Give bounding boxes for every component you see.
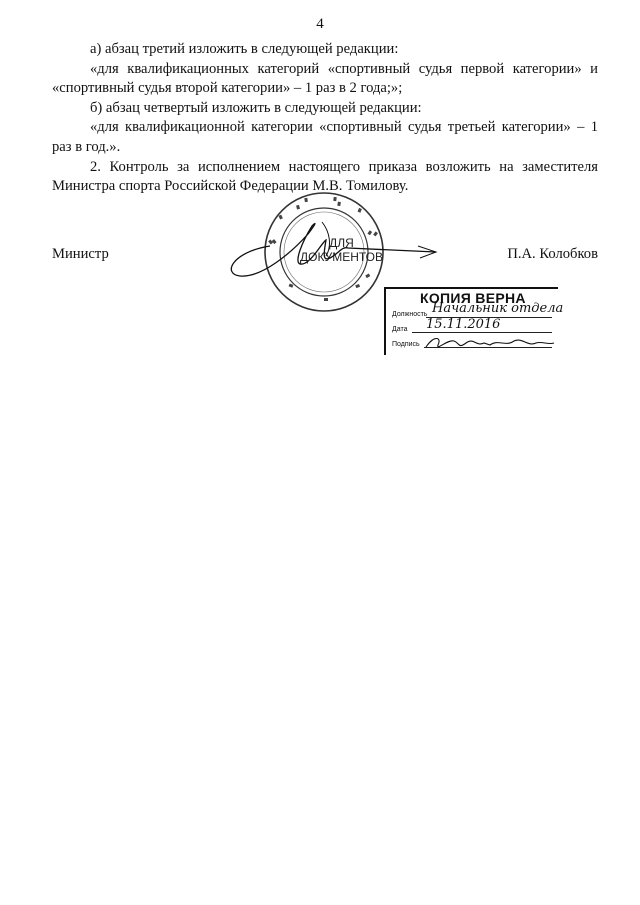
paragraph-2: «для квалификационных категорий «спортивный судья первой категории» и «спортивный судья второй категории» – 1 раз в 2 года;»; bbox=[52, 60, 598, 97]
minister-title: Министр bbox=[52, 246, 109, 262]
signature-row bbox=[52, 246, 598, 266]
seal-line-1: ДЛЯ bbox=[329, 236, 354, 250]
stamp-handwritten-signature-icon bbox=[424, 333, 558, 353]
stamp-date-label: Дата bbox=[392, 326, 408, 333]
stamp-position-handwriting: Начальник отдела bbox=[432, 301, 564, 316]
stamp-signature-row bbox=[392, 341, 420, 348]
document-body bbox=[52, 40, 598, 197]
stamp-position-label: Должность bbox=[392, 311, 428, 318]
paragraph-5: 2. Контроль за исполнением настоящего приказа возложить на заместителя Министра спорта Российской Федерации М.В. Томилову. bbox=[52, 158, 598, 195]
seal-line-2: ДОКУМЕНТОВ bbox=[300, 250, 384, 264]
copy-certified-stamp bbox=[384, 287, 564, 355]
minister-name: П.А. Колобков bbox=[507, 246, 598, 262]
paragraph-4: «для квалификационной категории «спортивный судья третьей категории» – 1 раз в год.». bbox=[52, 119, 598, 155]
stamp-title: КОПИЯ ВЕРНА bbox=[420, 290, 526, 306]
page-number: 4 bbox=[316, 16, 324, 32]
stamp-position-row bbox=[392, 311, 427, 318]
paragraph-1: а) абзац третий изложить в следующей редакции: bbox=[90, 41, 399, 57]
stamp-date-row bbox=[392, 326, 408, 333]
stamp-signature-label: Подпись bbox=[392, 341, 420, 348]
stamp-date-handwriting: 15.11.2016 bbox=[426, 317, 501, 332]
paragraph-3: б) абзац четвертый изложить в следующей редакции: bbox=[90, 99, 422, 116]
